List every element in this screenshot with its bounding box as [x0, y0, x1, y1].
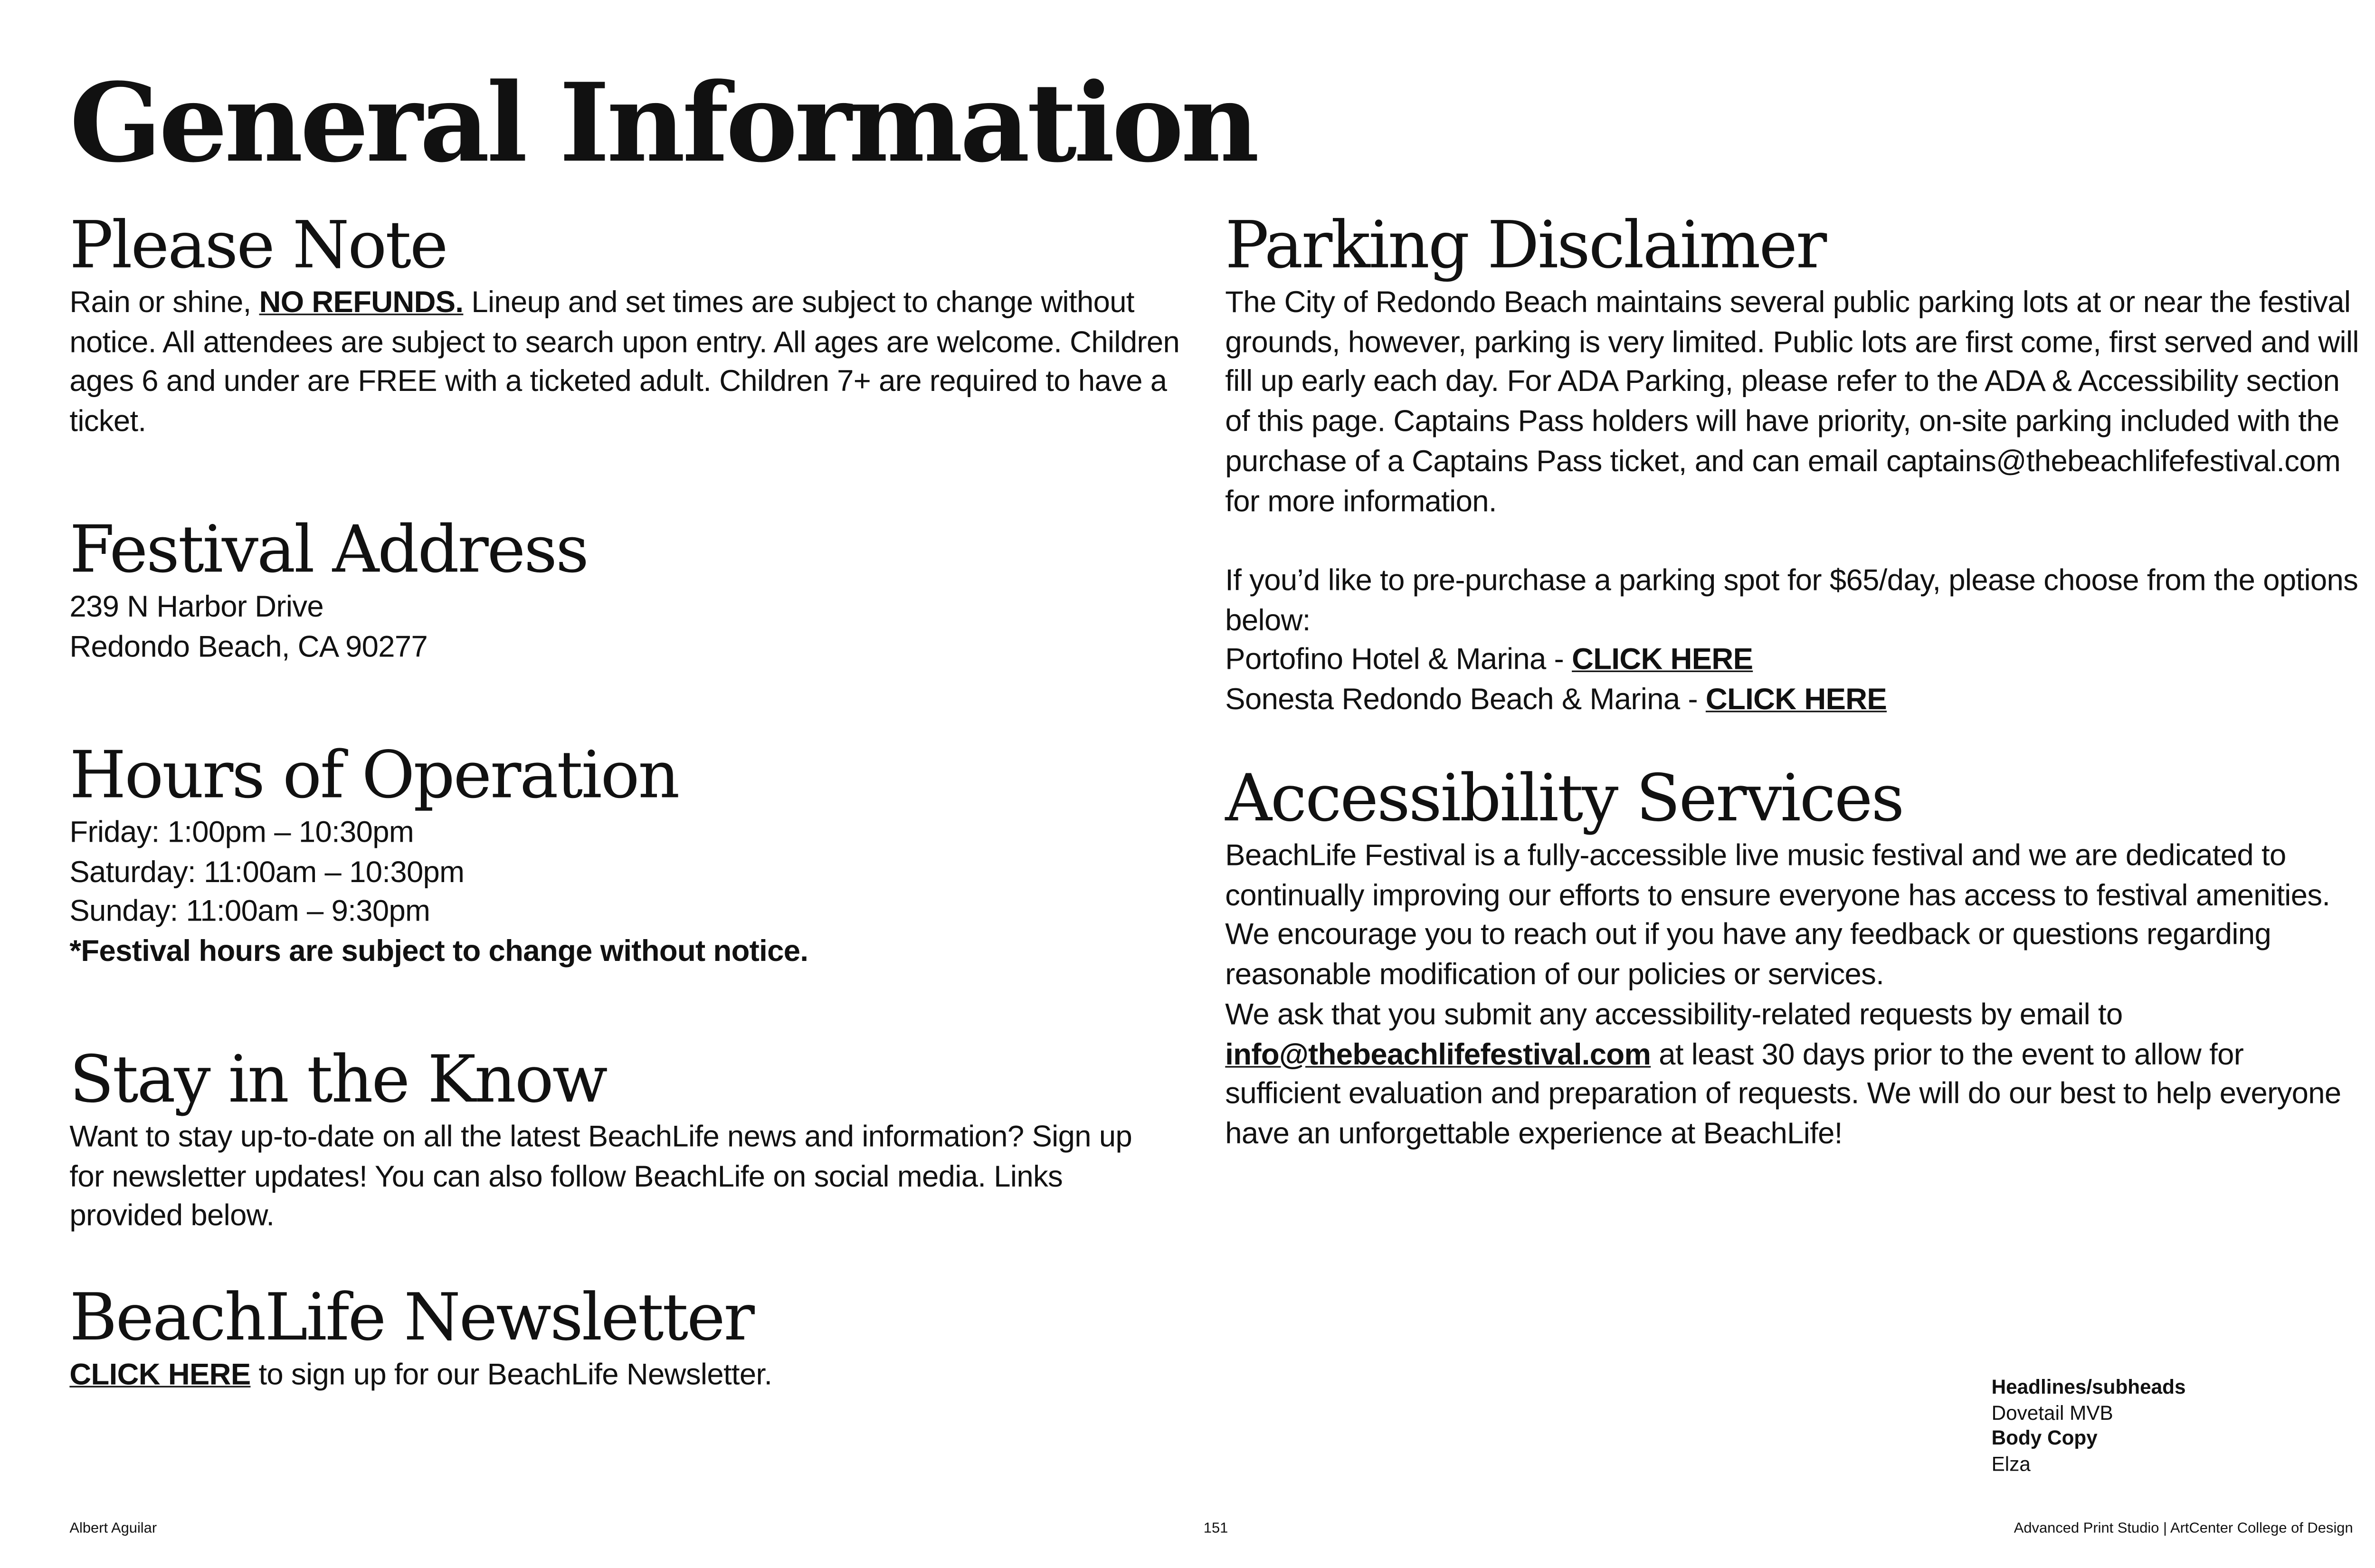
section-heading: Stay in the Know — [69, 1041, 607, 1117]
parking-option-portofino — [1225, 642, 2361, 682]
hours-section — [69, 737, 1189, 973]
accessibility-body-1: BeachLife Festival is a fully-accessible live music festival and we are dedicated to continually improving our efforts to ensure everyone has access to festival amenities. We encourage you to reach out if you have any feedback or questions regarding reasonable modification of our policies or services. — [1225, 839, 2330, 992]
text: Rain or shine, — [69, 285, 259, 320]
no-refunds-link[interactable]: NO REFUNDS. — [259, 285, 464, 320]
text: to sign up for our BeachLife Newsletter. — [250, 1358, 772, 1392]
address-line-2: Redondo Beach, CA 90277 — [69, 630, 428, 664]
accessibility-body-2 — [1225, 996, 2361, 1155]
section-heading: Parking Disclaimer — [1225, 207, 1825, 283]
parking-option-sonesta — [1225, 681, 2361, 721]
page-title: General Information — [69, 58, 1257, 187]
address-line-1: 239 N Harbor Drive — [69, 590, 324, 625]
section-heading: BeachLife Newsletter — [69, 1279, 753, 1355]
portofino-click-here-link[interactable]: CLICK HERE — [1572, 643, 1753, 677]
text: Portofino Hotel & Marina - — [1225, 643, 1572, 677]
headlines-label: Headlines/subheads — [1991, 1375, 2186, 1398]
parking-section — [1225, 207, 2361, 721]
hours-sunday: Sunday: 11:00am – 9:30pm — [69, 895, 430, 930]
please-note-section — [69, 207, 1189, 443]
stay-body: Want to stay up-to-date on all the latest BeachLife news and information? Sign up for newsletter updates! You can also follow BeachLife on social media. Links provided below. — [69, 1120, 1132, 1234]
section-heading: Hours of Operation — [69, 737, 679, 813]
text: Sonesta Redondo Beach & Marina - — [1225, 683, 1706, 717]
newsletter-signup-link[interactable]: CLICK HERE — [69, 1358, 251, 1392]
section-heading: Accessibility Services — [1225, 760, 1903, 836]
email-info-link[interactable]: info@thebeachlifefestival.com — [1225, 1037, 1651, 1072]
section-heading: Please Note — [69, 207, 447, 283]
text: at least 30 days prior to the event to allow for sufficient evaluation and preparation of requests. We will do our best to help everyone have an unforgettable experience at BeachLife! — [1225, 1037, 2341, 1151]
newsletter-section — [69, 1279, 1189, 1396]
headlines-font: Dovetail MVB — [1991, 1400, 2113, 1424]
parking-body: The City of Redondo Beach maintains several public parking lots at or near the festival grounds, however, parking is very limited. Public lots are first come, first served and will fill up early each day. For ADA Parking, please refer to the ADA & Accessibility section of this page. Captains Pass holders will have priority, on-site parking included with the purchase of a Captains Pass ticket, and can email captains@thebeachlifefestival.com for more information. — [1225, 285, 2359, 519]
typography-note — [1992, 1375, 2186, 1477]
hours-saturday: Saturday: 11:00am – 10:30pm — [69, 855, 465, 890]
footer-page-number: 151 — [1203, 1520, 1228, 1538]
accessibility-section — [1225, 760, 2361, 1155]
footer-author: Albert Aguilar — [69, 1520, 157, 1538]
footer-course: Advanced Print Studio | ArtCenter College of Design — [2014, 1520, 2353, 1538]
please-note-body — [69, 284, 1189, 443]
parking-prepurchase: If you’d like to pre-purchase a parking spot for $65/day, please choose from the options below: — [1225, 563, 2358, 638]
text: We ask that you submit any accessibility-related requests by email to — [1225, 998, 2123, 1032]
body-copy-font: Elza — [1991, 1451, 2031, 1475]
newsletter-body — [69, 1357, 1189, 1397]
hours-friday: Friday: 1:00pm – 10:30pm — [69, 816, 414, 850]
body-copy-label: Body Copy — [1991, 1426, 2098, 1449]
section-heading: Festival Address — [69, 511, 588, 587]
stay-in-the-know-section — [69, 1041, 1159, 1237]
hours-disclaimer: *Festival hours are subject to change without notice. — [69, 935, 808, 969]
festival-address-section — [69, 512, 1189, 668]
sonesta-click-here-link[interactable]: CLICK HERE — [1705, 683, 1887, 717]
text: Lineup and set times are subject to change without notice. All attendees are subject to search upon entry. All ages are welcome. Children ages 6 and under are FREE with a ticketed adult. Children 7+ are required to have a ticket. — [69, 285, 1180, 439]
